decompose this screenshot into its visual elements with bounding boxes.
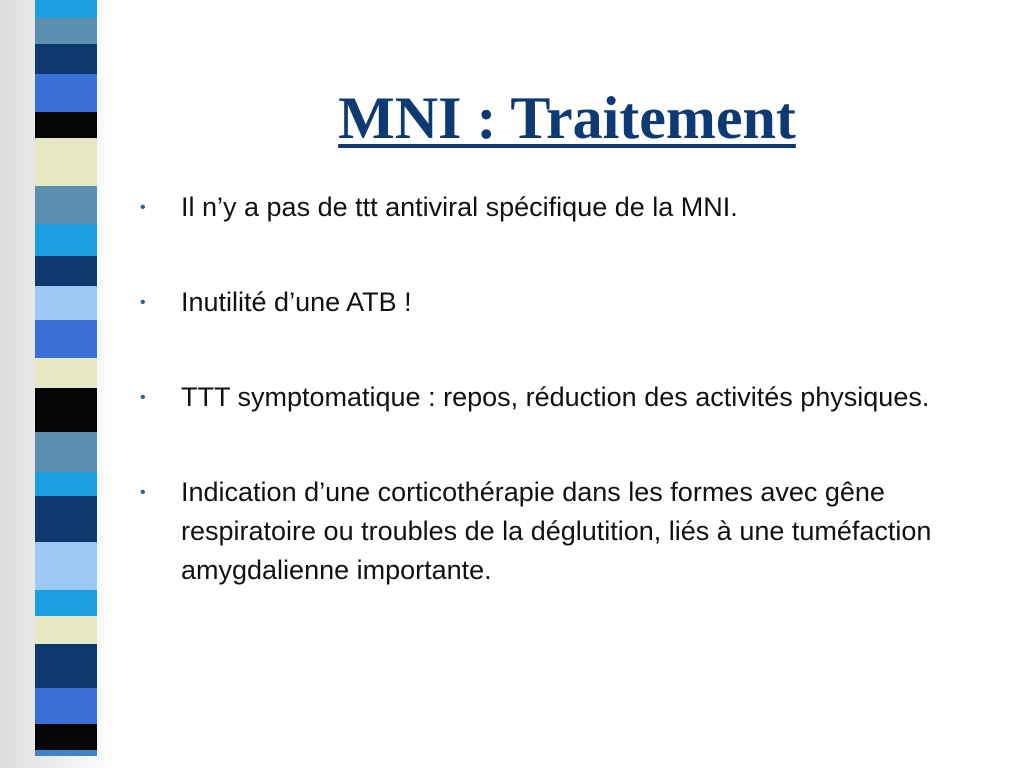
stripe-block [35, 724, 97, 750]
bullet-item [140, 283, 1000, 322]
bullet-list [140, 188, 1000, 646]
stripe-block [35, 542, 97, 590]
stripe-block [35, 44, 97, 74]
stripe-block [35, 18, 97, 44]
bullet-text: Indication d’une corticothérapie dans les formes avec gêne respiratoire ou troubles de la déglutition, liés à une tuméfaction amygdalienne importante. [181, 477, 932, 585]
stripe-block [35, 224, 97, 256]
bullet-text: Inutilité d’une ATB ! [181, 287, 412, 317]
stripe-block [35, 644, 97, 688]
bullet-dot-icon: • [140, 199, 146, 216]
stripe-block [35, 320, 97, 358]
stripe-block [35, 256, 97, 286]
bullet-text: TTT symptomatique : repos, réduction des activités physiques. [181, 382, 930, 412]
bullet-item [140, 473, 1000, 590]
stripe-block [35, 496, 97, 542]
stripe-block [35, 590, 97, 616]
stripe-block [35, 286, 97, 320]
bullet-dot-icon: • [140, 389, 146, 406]
bullet-text: Il n’y a pas de ttt antiviral spécifique de la MNI. [181, 192, 738, 222]
stripe-block [35, 616, 97, 644]
stripe-block [35, 358, 97, 388]
stripe-block [35, 432, 97, 472]
stripe-block [35, 186, 97, 224]
stripe-block [35, 0, 97, 18]
slide-title [0, 78, 1024, 158]
stripe-block [35, 472, 97, 496]
bullet-item [140, 188, 1000, 227]
stripe-block [35, 750, 97, 756]
bullet-dot-icon: • [140, 484, 146, 501]
bullet-item [140, 378, 1000, 417]
stripe-block [35, 688, 97, 724]
stripe-block [35, 388, 97, 432]
bullet-dot-icon: • [140, 294, 146, 311]
slide-title-text: MNI : Traitement [338, 85, 796, 151]
